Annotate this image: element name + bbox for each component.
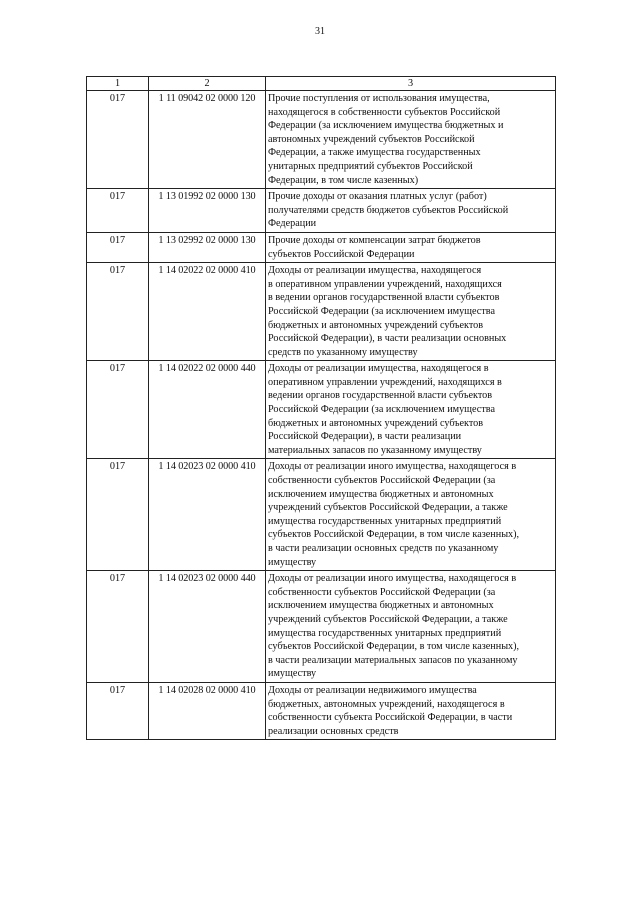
- revenue-name-line: Российской Федерации), в части реализации: [268, 431, 462, 443]
- revenue-name-line: Прочие доходы от оказания платных услуг (работ): [268, 191, 487, 203]
- table-row: [87, 361, 556, 459]
- revenue-name-line: Доходы от реализации недвижимого имущества: [268, 684, 477, 696]
- revenue-name-line: Российской Федерации), в части реализации основных: [268, 333, 507, 345]
- revenue-name-line: Доходы от реализации иного имущества, находящегося в: [268, 573, 517, 585]
- revenue-name-line: реализации основных средств: [268, 725, 399, 737]
- revenue-name-line: Российской Федерации (за исключением имущества: [268, 305, 495, 317]
- table-row: [87, 263, 556, 361]
- revenue-name-line: в части реализации основных средств по указанному: [268, 543, 499, 554]
- revenue-name-line: в оперативном управлении учреждений, находящихся: [268, 278, 502, 290]
- revenue-name-line: исключением имущества бюджетных и автономных: [268, 600, 494, 612]
- table-row: [87, 189, 556, 233]
- admin-code-cell: 017: [87, 263, 149, 361]
- admin-code-cell: 017: [87, 361, 149, 459]
- revenue-name-line: Прочие доходы от компенсации затрат бюджетов: [268, 234, 481, 246]
- revenue-code-cell: 1 13 01992 02 0000 130: [149, 189, 266, 233]
- revenue-code-cell: 1 11 09042 02 0000 120: [149, 91, 266, 189]
- revenue-code-cell: 1 14 02023 02 0000 410: [149, 459, 266, 571]
- revenue-name-line: бюджетных, автономных учреждений, находящегося в: [268, 698, 505, 710]
- page-number: 31: [315, 26, 325, 37]
- admin-code-cell: 017: [87, 91, 149, 189]
- revenue-name-line: Доходы от реализации имущества, находящегося в: [268, 363, 489, 375]
- table-row: [87, 571, 556, 683]
- revenue-name-line: Федерации: [268, 218, 317, 230]
- revenue-name-line: имущества государственных унитарных предприятий: [268, 515, 502, 527]
- table-row: [87, 91, 556, 189]
- revenue-name-cell: [266, 263, 556, 361]
- table-row: [87, 232, 556, 262]
- revenue-name-line: оперативном управлении учреждений, находящихся в: [268, 376, 502, 388]
- revenue-code-cell: 1 14 02022 02 0000 440: [149, 361, 266, 459]
- revenue-name-line: бюджетных и автономных учреждений субъектов: [268, 417, 484, 429]
- revenue-name-line: Прочие поступления от использования имущества,: [268, 93, 490, 104]
- revenue-name-line: собственности субъекта Российской Федерации, в части: [268, 712, 513, 724]
- revenue-name-line: Федерации, в том числе казенных): [268, 174, 419, 186]
- revenue-name-cell: [266, 189, 556, 233]
- revenue-name-line: средств по указанному имуществу: [268, 346, 418, 358]
- table-body: [87, 91, 556, 740]
- revenue-code-cell: 1 13 02992 02 0000 130: [149, 232, 266, 262]
- revenue-name-line: автономных учреждений субъектов Российской: [268, 133, 475, 145]
- revenue-code-cell: 1 14 02022 02 0000 410: [149, 263, 266, 361]
- revenue-name-cell: [266, 91, 556, 189]
- revenue-name-line: субъектов Российской Федерации, в том числе казенных),: [268, 641, 520, 653]
- admin-code-cell: 017: [87, 571, 149, 683]
- revenue-name-line: имуществу: [268, 668, 317, 680]
- table-row: [87, 682, 556, 739]
- column-header-3: 3: [266, 77, 556, 91]
- revenue-name-line: Федерации, а также имущества государственных: [268, 147, 481, 159]
- revenue-name-line: Доходы от реализации имущества, находящегося: [268, 265, 482, 277]
- table-header-row: [87, 77, 556, 91]
- revenue-name-line: получателями средств бюджетов субъектов Российской: [268, 204, 509, 216]
- revenue-code-cell: 1 14 02028 02 0000 410: [149, 682, 266, 739]
- revenue-name-line: имуществу: [268, 556, 317, 568]
- revenue-name-line: собственности субъектов Российской Федерации (за: [268, 586, 496, 598]
- revenue-name-line: субъектов Российской Федерации, в том числе казенных),: [268, 529, 520, 541]
- revenue-name-line: ведении органов государственной власти субъектов: [268, 390, 493, 402]
- revenue-name-line: в ведении органов государственной власти субъектов: [268, 292, 500, 304]
- revenue-name-line: субъектов Российской Федерации: [268, 248, 415, 260]
- revenue-name-line: Российской Федерации (за исключением имущества: [268, 404, 495, 416]
- revenue-name-cell: [266, 232, 556, 262]
- admin-code-cell: 017: [87, 682, 149, 739]
- revenue-name-line: Федерации (за исключением имущества бюджетных и: [268, 120, 504, 132]
- revenue-name-line: бюджетных и автономных учреждений субъектов: [268, 319, 484, 331]
- revenue-name-line: собственности субъектов Российской Федерации (за: [268, 475, 496, 487]
- table-row: [87, 459, 556, 571]
- revenue-code-cell: 1 14 02023 02 0000 440: [149, 571, 266, 683]
- revenue-name-cell: [266, 361, 556, 459]
- revenue-codes-table: [86, 76, 556, 740]
- revenue-name-line: в части реализации материальных запасов по указанному: [268, 654, 518, 666]
- admin-code-cell: 017: [87, 232, 149, 262]
- column-header-1: 1: [87, 77, 149, 91]
- column-header-2: 2: [149, 77, 266, 91]
- revenue-name-line: материальных запасов по указанному имуществу: [268, 444, 482, 456]
- revenue-name-line: унитарных предприятий субъектов Российской: [268, 160, 473, 172]
- admin-code-cell: 017: [87, 189, 149, 233]
- revenue-name-line: имущества государственных унитарных предприятий: [268, 627, 502, 639]
- revenue-name-line: учреждений субъектов Российской Федерации, а также: [268, 502, 508, 514]
- revenue-name-cell: [266, 682, 556, 739]
- revenue-name-cell: [266, 459, 556, 571]
- revenue-name-cell: [266, 571, 556, 683]
- revenue-name-line: учреждений субъектов Российской Федерации, а также: [268, 613, 508, 625]
- revenue-name-line: исключением имущества бюджетных и автономных: [268, 488, 494, 500]
- revenue-name-line: находящегося в собственности субъектов Российской: [268, 106, 501, 118]
- revenue-name-line: Доходы от реализации иного имущества, находящегося в: [268, 461, 517, 473]
- admin-code-cell: 017: [87, 459, 149, 571]
